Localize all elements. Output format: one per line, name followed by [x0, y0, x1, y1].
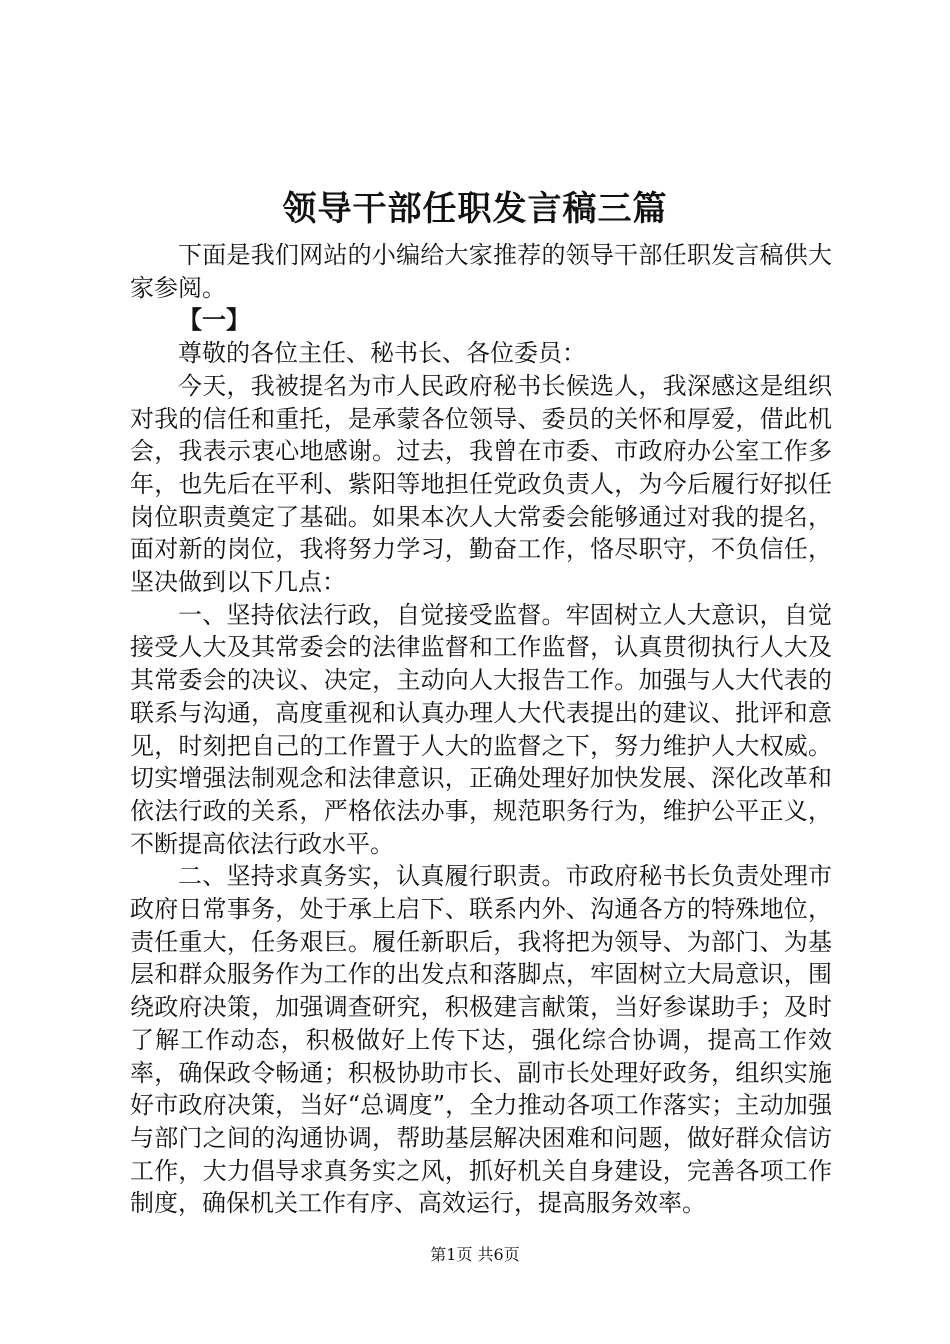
intro-paragraph: 下面是我们网站的小编给大家推荐的领导干部任职发言稿供大家参阅。: [130, 241, 832, 302]
body-paragraph: 二、坚持求真务实，认真履行职责。市政府秘书长负责处理市政府日常事务，处于承上启下、联系内外、沟通各方的特殊地位，责任重大，任务艰巨。履任新职后，我将把为领导、为部门、为基层和群众服务作为工作的出发点和落脚点，牢固树立大局意识，围绕政府决策，加强调查研究，积极建言献策，当好参谋助手；及时了解工作动态，积极做好上传下达，强化综合协调，提高工作效率，确保政令畅通；积极协助市长、副市长处理好政务，组织实施好市政府决策，当好“总调度”，全力推动各项工作落实；主动加强与部门之间的沟通协调，帮助基层解决困难和问题，做好群众信访工作，大力倡导求真务实之风，抓好机关自身建设，完善各项工作制度，确保机关工作有序、高效运行，提高服务效率。: [130, 862, 832, 1218]
page-footer: 第1页 共6页: [430, 1245, 520, 1264]
document-title: 领导干部任职发言稿三篇: [282, 189, 668, 229]
document-body: [130, 239, 832, 1220]
body-paragraph: 今天，我被提名为市人民政府秘书长候选人，我深感这是组织对我的信任和重托，是承蒙各位领导、委员的关怀和厚爱，借此机会，我表示衷心地感谢。过去，我曾在市委、市政府办公室工作多年，也先后在平利、紫阳等地担任党政负责人，为今后履行好拟任岗位职责奠定了基础。如果本次人大常委会能够通过对我的提名，面对新的岗位，我将努力学习，勤奋工作，恪尽职守，不负信任，坚决做到以下几点：: [130, 371, 832, 597]
salutation: 尊敬的各位主任、秘书长、各位委员：: [178, 339, 586, 368]
section-marker: 【一】: [178, 305, 250, 335]
body-paragraph: 一、坚持依法行政，自觉接受监督。牢固树立人大意识，自觉接受人大及其常委会的法律监督和工作监督，认真贯彻执行人大及其常委会的决议、决定，主动向人大报告工作。加强与人大代表的联系与沟通，高度重视和认真办理人大代表提出的建议、批评和意见，时刻把自己的工作置于人大的监督之下，努力维护人大权威。切实增强法制观念和法律意识，正确处理好加快发展、深化改革和依法行政的关系，严格依法办事，规范职务行为，维护公平正义，不断提高依法行政水平。: [130, 600, 832, 858]
